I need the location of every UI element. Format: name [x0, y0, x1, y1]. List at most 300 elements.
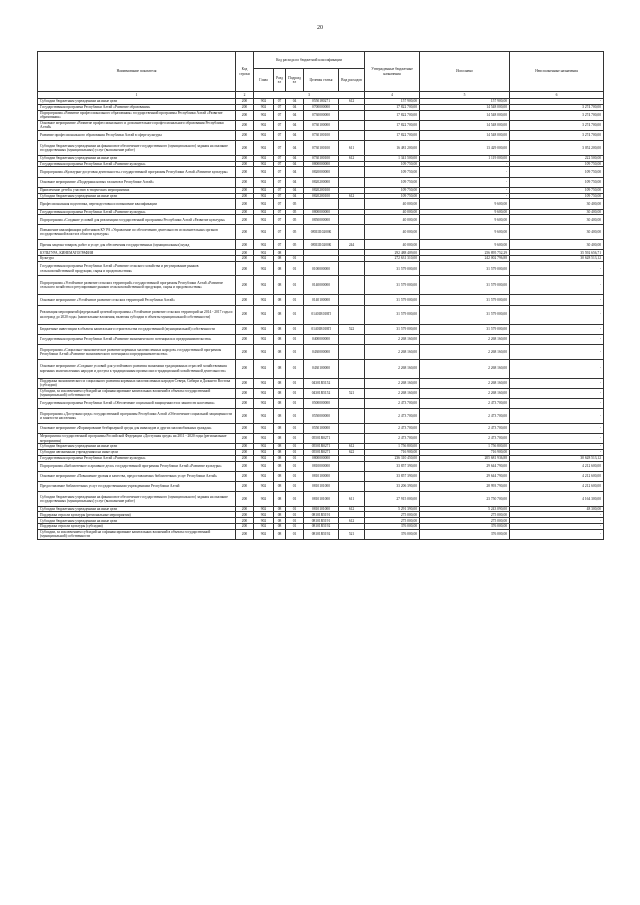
cell-glava: 902: [254, 529, 274, 539]
cell-vid: 611: [339, 141, 365, 156]
cell-podrazdel: 01: [286, 305, 304, 324]
cell-glava: 902: [254, 99, 274, 105]
cell-kod-stroki: 200: [236, 398, 254, 408]
cell-razdel: 08: [274, 324, 286, 334]
cell-name: Подпрограмма «Создание условий для реализации государственной программы Республики Алтай «Развитие культуры»: [38, 215, 236, 225]
cell-unexecuted: -: [510, 334, 604, 344]
cell-glava: 902: [254, 276, 274, 295]
cell-executed: 2 268 160,00: [420, 334, 510, 344]
cell-razdel: 08: [274, 524, 286, 530]
cell-kod-stroki: 200: [236, 345, 254, 360]
cell-approved: 157 900,00: [365, 99, 420, 105]
cell-name: Поддержка экономического и социального развития коренных малочисленных народов Севера, Сибири и Дальнего Востока (субсидии): [38, 378, 236, 388]
cell-unexecuted: -: [510, 398, 604, 408]
cell-razdel: 08: [274, 256, 286, 262]
cell-approved: 31 579 000,00: [365, 324, 420, 334]
cell-kod-stroki: 200: [236, 423, 254, 433]
cell-kod-stroki: 200: [236, 276, 254, 295]
cell-executed: 157 900,00: [420, 99, 510, 105]
cell-podrazdel: 01: [286, 492, 304, 507]
cell-approved: 2 473 700,00: [365, 433, 420, 443]
cell-name: Субсидии бюджетным учреждениям на иные цели: [38, 155, 236, 161]
cell-kod-stroki: 200: [236, 187, 254, 193]
cell-unexecuted: 30 400,00: [510, 225, 604, 240]
cell-executed: 14 548 000,00: [420, 120, 510, 130]
cell-glava: 902: [254, 256, 274, 262]
cell-glava: 902: [254, 433, 274, 443]
cell-podrazdel: 01: [286, 461, 304, 471]
cell-unexecuted: 30 400,00: [510, 240, 604, 250]
cell-celevaya: 0810000000: [304, 461, 339, 471]
cell-podrazdel: 04: [286, 193, 304, 199]
cell-approved: 716 900,00: [365, 449, 420, 455]
cell-glava: 902: [254, 378, 274, 388]
cell-vid: [339, 167, 365, 177]
cell-executed: 2 473 700,00: [420, 433, 510, 443]
cell-executed: 376 000,00: [420, 529, 510, 539]
cell-podrazdel: 01: [286, 261, 304, 276]
cell-glava: 902: [254, 481, 274, 491]
cell-name: Государственная программа Республики Алтай «Обеспечение социальной защищенности и занятости населения»: [38, 398, 236, 408]
cell-kod-stroki: 200: [236, 359, 254, 378]
cell-glava: 902: [254, 324, 274, 334]
cell-razdel: 07: [274, 193, 286, 199]
cell-podrazdel: 05: [286, 209, 304, 215]
cell-approved: 2 268 160,00: [365, 334, 420, 344]
cell-kod-stroki: 200: [236, 209, 254, 215]
cell-glava: 902: [254, 359, 274, 378]
cell-razdel: 07: [274, 155, 286, 161]
cell-name: Культура: [38, 256, 236, 262]
cell-name: Поддержка отрасли культуры (региональные мероприятия): [38, 512, 236, 518]
cell-celevaya: 0140000000: [304, 276, 339, 295]
cell-kod-stroki: 200: [236, 524, 254, 530]
cell-executed: -: [420, 187, 510, 193]
cell-unexecuted: -: [510, 276, 604, 295]
cell-razdel: 08: [274, 512, 286, 518]
cell-vid: 612: [339, 506, 365, 512]
cell-podrazdel: 05: [286, 215, 304, 225]
header-approved: Утвержденные бюджетные назначения: [365, 52, 420, 92]
cell-celevaya: 0820200100: [304, 193, 339, 199]
cell-podrazdel: 01: [286, 433, 304, 443]
cell-name: Мероприятия государственной программы Российской Федерации «Доступная среда» на 2011 - 2020 годы (региональные мероприятия): [38, 433, 236, 443]
cell-executed: 2 473 700,00: [420, 398, 510, 408]
cell-unexecuted: 4 212 600,00: [510, 471, 604, 481]
table-row: [38, 433, 604, 443]
cell-vid: [339, 433, 365, 443]
cell-podrazdel: 04: [286, 167, 304, 177]
cell-name: КУЛЬТУРА, КИНЕМАТОГРАФИЯ: [38, 250, 236, 256]
cell-approved: 109 750,00: [365, 167, 420, 177]
cell-vid: [339, 305, 365, 324]
cell-razdel: 08: [274, 481, 286, 491]
cell-podrazdel: 05: [286, 225, 304, 240]
cell-vid: [339, 177, 365, 187]
cell-glava: 902: [254, 130, 274, 140]
cell-razdel: 08: [274, 471, 286, 481]
cell-podrazdel: 01: [286, 276, 304, 295]
cell-unexecuted: 30 628 513,12: [510, 455, 604, 461]
cell-razdel: 08: [274, 250, 286, 256]
cell-vid: [339, 130, 365, 140]
cell-kod-stroki: 200: [236, 449, 254, 455]
cell-executed: 716 900,00: [420, 449, 510, 455]
cell-razdel: 07: [274, 199, 286, 209]
cell-kod-stroki: 200: [236, 110, 254, 120]
cell-glava: 902: [254, 444, 274, 450]
cell-podrazdel: 01: [286, 455, 304, 461]
cell-name: Предоставление библиотечных услуг государственными учреждениями Республики Алтай: [38, 481, 236, 491]
cell-podrazdel: 04: [286, 177, 304, 187]
cell-celevaya: 0550100000: [304, 423, 339, 433]
table-row: [38, 324, 604, 334]
cell-razdel: 08: [274, 359, 286, 378]
cell-vid: [339, 225, 365, 240]
cell-glava: 902: [254, 225, 274, 240]
cell-name: Подпрограмма «Культурно-досуговая деятельность» государственной программы Республики Алтай «Развитие культуры»: [38, 167, 236, 177]
cell-executed: 2 473 700,00: [420, 423, 510, 433]
cell-approved: 109 750,00: [365, 161, 420, 167]
header-col-number: 3: [254, 92, 365, 99]
cell-executed: 2 268 160,00: [420, 378, 510, 388]
cell-razdel: 08: [274, 261, 286, 276]
cell-celevaya: 0800000000: [304, 161, 339, 167]
cell-unexecuted: 109 750,00: [510, 187, 604, 193]
cell-kod-stroki: 200: [236, 130, 254, 140]
cell-celevaya: 0730000000: [304, 110, 339, 120]
table-row: [38, 398, 604, 408]
cell-glava: 902: [254, 250, 274, 256]
cell-executed: 1 119 000,00: [420, 155, 510, 161]
cell-vid: [339, 471, 365, 481]
cell-glava: 902: [254, 345, 274, 360]
cell-unexecuted: 48 300,00: [510, 506, 604, 512]
cell-name: Подпрограмма «Библиотечное и архивное дело» государственной программы Республики Алтай «Развитие культуры»: [38, 461, 236, 471]
cell-unexecuted: 3 274 700,00: [510, 104, 604, 110]
cell-podrazdel: 01: [286, 256, 304, 262]
cell-executed: 2 473 700,00: [420, 409, 510, 424]
cell-celevaya: 0730100100: [304, 155, 339, 161]
table-row: [38, 199, 604, 209]
cell-celevaya: 08101R5192: [304, 529, 339, 539]
cell-unexecuted: 3 274 700,00: [510, 120, 604, 130]
table-row: [38, 461, 604, 471]
cell-vid: [339, 378, 365, 388]
header-name: Наименование показателя: [38, 52, 236, 92]
cell-executed: 376 000,00: [420, 524, 510, 530]
cell-razdel: 08: [274, 378, 286, 388]
cell-razdel: 08: [274, 295, 286, 305]
cell-razdel: 07: [274, 177, 286, 187]
cell-celevaya: 0810101000: [304, 506, 339, 512]
cell-kod-stroki: 200: [236, 250, 254, 256]
cell-executed: 14 548 000,00: [420, 130, 510, 140]
cell-kod-stroki: 200: [236, 409, 254, 424]
cell-kod-stroki: 200: [236, 225, 254, 240]
cell-podrazdel: 04: [286, 155, 304, 161]
cell-vid: 521: [339, 529, 365, 539]
cell-unexecuted: -: [510, 261, 604, 276]
cell-unexecuted: -: [510, 518, 604, 524]
cell-razdel: 07: [274, 225, 286, 240]
cell-glava: 902: [254, 492, 274, 507]
cell-podrazdel: 01: [286, 518, 304, 524]
cell-unexecuted: -: [510, 324, 604, 334]
cell-approved: 17 822 700,00: [365, 120, 420, 130]
cell-unexecuted: 3 274 700,00: [510, 110, 604, 120]
cell-podrazdel: 04: [286, 110, 304, 120]
cell-podrazdel: 04: [286, 187, 304, 193]
cell-unexecuted: -: [510, 433, 604, 443]
cell-razdel: 07: [274, 209, 286, 215]
cell-glava: 902: [254, 141, 274, 156]
cell-name: Основное мероприятие «Повышение уровня и качества, предоставляемых библиотечных услуг Республики Алтай»: [38, 471, 236, 481]
cell-glava: 902: [254, 461, 274, 471]
cell-kod-stroki: 200: [236, 433, 254, 443]
cell-unexecuted: -: [510, 305, 604, 324]
cell-name: Субсидии, за исключением субсидий на софинансирование капитальных вложений в объекты государственной (муниципальной) собственности: [38, 388, 236, 398]
cell-name: Подпрограмма «Устойчивое развитие сельских территорий» государственной программы Республики Алтай «Развитие сельского хозяйства и регулирование рынков сельскохозяйственной продукции, сырья и продовольствия»: [38, 276, 236, 295]
cell-vid: [339, 481, 365, 491]
cell-celevaya: 0820000000: [304, 167, 339, 177]
cell-razdel: 08: [274, 444, 286, 450]
cell-approved: 40 000,00: [365, 215, 420, 225]
cell-razdel: 07: [274, 104, 286, 110]
cell-executed: 242 002 796,88: [420, 256, 510, 262]
cell-approved: 2 268 160,00: [365, 378, 420, 388]
cell-executed: 2 268 160,00: [420, 345, 510, 360]
cell-razdel: 07: [274, 99, 286, 105]
cell-unexecuted: 3 052 200,00: [510, 141, 604, 156]
cell-podrazdel: 01: [286, 409, 304, 424]
cell-name: Субсидии бюджетным учреждениям на иные цели: [38, 444, 236, 450]
cell-executed: 13 429 000,00: [420, 141, 510, 156]
cell-glava: 902: [254, 471, 274, 481]
cell-kod-stroki: 200: [236, 518, 254, 524]
cell-executed: 31 579 000,00: [420, 324, 510, 334]
cell-approved: 376 000,00: [365, 529, 420, 539]
cell-vid: 244: [339, 240, 365, 250]
cell-glava: 902: [254, 388, 274, 398]
cell-kod-stroki: 200: [236, 193, 254, 199]
cell-executed: 2 268 160,00: [420, 388, 510, 398]
cell-executed: 23 750 700,00: [420, 492, 510, 507]
cell-executed: 31 579 000,00: [420, 276, 510, 295]
cell-glava: 902: [254, 215, 274, 225]
cell-celevaya: 04301R5152: [304, 378, 339, 388]
cell-vid: [339, 461, 365, 471]
cell-name: Субсидии бюджетным учреждениям на иные цели: [38, 518, 236, 524]
cell-approved: 1 341 500,00: [365, 155, 420, 161]
table-row: [38, 120, 604, 130]
cell-glava: 902: [254, 518, 274, 524]
cell-podrazdel: 01: [286, 512, 304, 518]
cell-vid: [339, 423, 365, 433]
cell-executed: -: [420, 193, 510, 199]
cell-kod-stroki: 200: [236, 388, 254, 398]
cell-name: Основное мероприятие «Формирование безбарьерной среды для инвалидов и других маломобильных граждан»: [38, 423, 236, 433]
cell-unexecuted: -: [510, 449, 604, 455]
cell-glava: 902: [254, 167, 274, 177]
header-unexecuted: Неисполненные назначения: [510, 52, 604, 92]
cell-approved: 109 750,00: [365, 177, 420, 187]
cell-approved: 17 822 700,00: [365, 104, 420, 110]
cell-podrazdel: 01: [286, 471, 304, 481]
cell-celevaya: 0800000000: [304, 209, 339, 215]
cell-unexecuted: -: [510, 524, 604, 530]
cell-razdel: 08: [274, 276, 286, 295]
cell-podrazdel: 04: [286, 104, 304, 110]
cell-executed: 2 268 160,00: [420, 359, 510, 378]
cell-kod-stroki: 200: [236, 295, 254, 305]
cell-approved: 275 000,00: [365, 518, 420, 524]
cell-celevaya: 01401R018П: [304, 324, 339, 334]
cell-executed: -: [420, 177, 510, 187]
cell-unexecuted: 109 750,00: [510, 193, 604, 199]
cell-name: Субсидии автономным учреждениям на иные цели: [38, 449, 236, 455]
cell-approved: 292 488 409,00: [365, 250, 420, 256]
cell-unexecuted: -: [510, 345, 604, 360]
cell-celevaya: 0140100000: [304, 295, 339, 305]
cell-razdel: 07: [274, 167, 286, 177]
cell-podrazdel: 01: [286, 398, 304, 408]
cell-vid: [339, 334, 365, 344]
table-row: [38, 345, 604, 360]
cell-podrazdel: 01: [286, 524, 304, 530]
table-row: [38, 471, 604, 481]
cell-executed: 9 600,00: [420, 240, 510, 250]
cell-glava: 902: [254, 506, 274, 512]
cell-kod-stroki: 200: [236, 529, 254, 539]
header-celevaya: Целевая статья: [304, 69, 339, 92]
cell-approved: 2 268 160,00: [365, 388, 420, 398]
cell-razdel: 07: [274, 240, 286, 250]
cell-kod-stroki: 200: [236, 481, 254, 491]
cell-podrazdel: 01: [286, 378, 304, 388]
table-row: [38, 305, 604, 324]
cell-executed: 31 579 000,00: [420, 295, 510, 305]
cell-vid: [339, 120, 365, 130]
cell-approved: 31 579 000,00: [365, 295, 420, 305]
table-row: [38, 492, 604, 507]
cell-podrazdel: 01: [286, 324, 304, 334]
cell-kod-stroki: 200: [236, 444, 254, 450]
cell-kod-stroki: 200: [236, 141, 254, 156]
cell-name: Основное мероприятие «Поддержка новых талантов в Республике Алтай»: [38, 177, 236, 187]
table-row: [38, 110, 604, 120]
cell-celevaya: 0700000000: [304, 104, 339, 110]
cell-glava: 902: [254, 155, 274, 161]
cell-glava: 902: [254, 409, 274, 424]
table-row: [38, 378, 604, 388]
cell-approved: 236 310 450,00: [365, 455, 420, 461]
cell-celevaya: 08101R5192: [304, 524, 339, 530]
cell-name: Подпрограмма «Доступная среда» государственной программы Республики Алтай «Обеспечение социальной защищенности и занятости населения»: [38, 409, 236, 424]
cell-executed: 9 600,00: [420, 225, 510, 240]
cell-razdel: 08: [274, 409, 286, 424]
cell-name: Прочая закупка товаров, работ и услуг для обеспечения государственных (муниципальных) нужд: [38, 240, 236, 250]
cell-celevaya: 0800000000: [304, 455, 339, 461]
cell-razdel: 07: [274, 161, 286, 167]
cell-celevaya: 05501R0271: [304, 433, 339, 443]
cell-unexecuted: 30 400,00: [510, 209, 604, 215]
cell-glava: 902: [254, 104, 274, 110]
cell-kod-stroki: 200: [236, 167, 254, 177]
cell-razdel: 08: [274, 433, 286, 443]
cell-vid: 612: [339, 444, 365, 450]
cell-glava: 902: [254, 177, 274, 187]
header-col-number: 2: [236, 92, 254, 99]
header-kod-stroki: Код строки: [236, 52, 254, 92]
cell-unexecuted: -: [510, 295, 604, 305]
cell-podrazdel: 01: [286, 444, 304, 450]
cell-unexecuted: 4 212 600,00: [510, 481, 604, 491]
cell-razdel: 08: [274, 345, 286, 360]
table-row: [38, 177, 604, 187]
cell-approved: 2 473 700,00: [365, 423, 420, 433]
header-vid: Вид расходов: [339, 69, 365, 92]
cell-unexecuted: 35 592 656,71: [510, 250, 604, 256]
cell-celevaya: 0730100100: [304, 130, 339, 140]
cell-celevaya: 0500000000: [304, 398, 339, 408]
table-row: [38, 409, 604, 424]
cell-celevaya: 0820200000: [304, 177, 339, 187]
cell-podrazdel: 04: [286, 130, 304, 140]
cell-razdel: 08: [274, 449, 286, 455]
table-row: [38, 167, 604, 177]
cell-executed: 14 548 000,00: [420, 110, 510, 120]
cell-executed: 31 579 000,00: [420, 261, 510, 276]
cell-approved: 2 268 160,00: [365, 359, 420, 378]
cell-kod-stroki: 200: [236, 240, 254, 250]
cell-approved: 2 268 160,00: [365, 345, 420, 360]
cell-glava: 902: [254, 209, 274, 215]
cell-kod-stroki: 200: [236, 177, 254, 187]
cell-podrazdel: 01: [286, 334, 304, 344]
cell-unexecuted: -: [510, 512, 604, 518]
cell-executed: 5 243 090,00: [420, 506, 510, 512]
cell-razdel: 08: [274, 506, 286, 512]
cell-unexecuted: 109 750,00: [510, 167, 604, 177]
cell-kod-stroki: 200: [236, 471, 254, 481]
cell-name: Государственная программа Республики Алтай «Развитие экономического потенциала и предпринимательства»: [38, 334, 236, 344]
cell-podrazdel: 01: [286, 449, 304, 455]
cell-name: Развитие профессионального образования Республики Алтай в сфере культуры: [38, 130, 236, 140]
cell-podrazdel: 01: [286, 295, 304, 305]
table-row: [38, 529, 604, 539]
table-row: [38, 130, 604, 140]
cell-name: Субсидии бюджетным учреждениям на финансовое обеспечение государственного (муниципального) задания на оказание государственных (муниципальных) услуг (выполнение работ): [38, 492, 236, 507]
header-col-number: 1: [38, 92, 236, 99]
header-budget-classification: Код расхода по бюджетной классификации: [254, 52, 365, 69]
cell-celevaya: 0430000000: [304, 345, 339, 360]
cell-unexecuted: 109 750,00: [510, 161, 604, 167]
cell-podrazdel: 05: [286, 199, 304, 209]
table-row: [38, 295, 604, 305]
cell-executed: 275 000,00: [420, 518, 510, 524]
cell-kod-stroki: 200: [236, 461, 254, 471]
cell-vid: [339, 199, 365, 209]
cell-unexecuted: 3 274 700,00: [510, 130, 604, 140]
cell-executed: 9 600,00: [420, 215, 510, 225]
cell-unexecuted: -: [510, 444, 604, 450]
cell-name: Субсидии бюджетным учреждениям на финансовое обеспечение государственного (муниципального) задания на оказание государственных (муниципальных) услуг (выполнение работ): [38, 141, 236, 156]
cell-approved: 33 857 390,00: [365, 461, 420, 471]
cell-approved: 33 857 390,00: [365, 471, 420, 481]
cell-glava: 902: [254, 161, 274, 167]
cell-unexecuted: 109 750,00: [510, 177, 604, 187]
